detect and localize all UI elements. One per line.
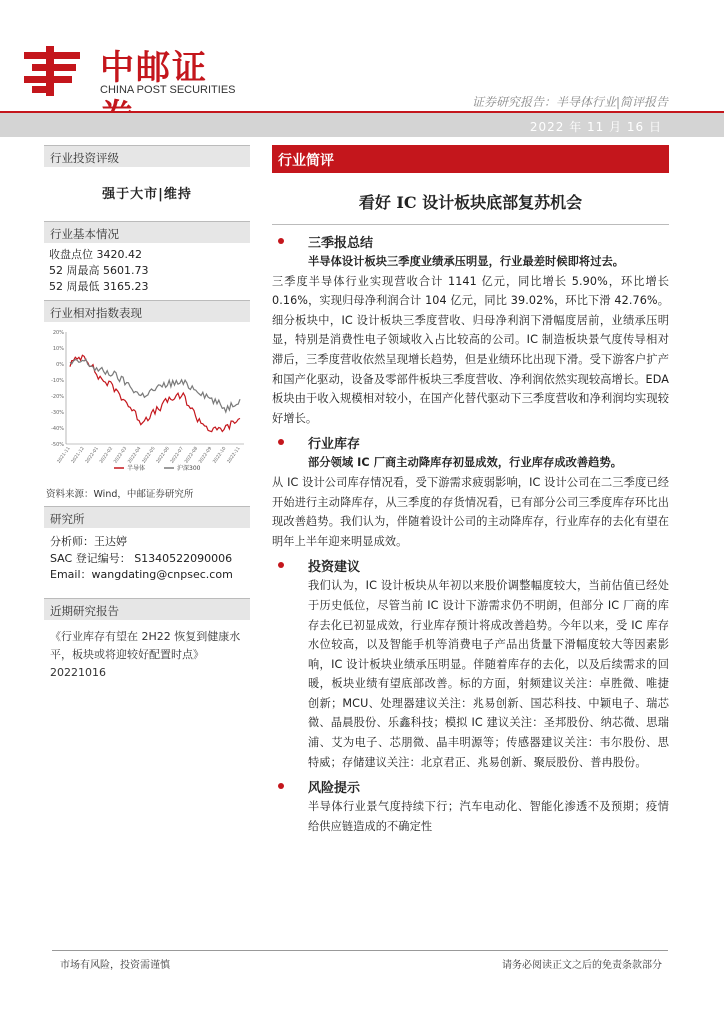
section-body: 我们认为，IC 设计板块从年初以来股价调整幅度较大，当前估值已经处于历史低位，尽管当前 IC 设计下游需求仍不明朗，但部分 IC 厂商的库存去化已初显成效，行业库存预计将成改善趋势。今年以来，受 IC 库存水位较高，以及智能手机等消费电子产品出货量下滑幅度较大等因素影响，IC 设计板块业绩承压明显。伴随着库存的去化，以及后续需求的回暖，板块业绩有望底部改善。标的方面，射频建议关注：卓胜微、唯捷创新；MCU、处理器建议关注：兆易创新、国芯科技、中颖电子、瑞芯微、晶晨股份、乐鑫科技；模拟 IC 建议关注：圣邦股份、纳芯微、思瑞浦、艾为电子、芯朋微、晶丰明源等；传感器建议关注：韦尔股份、思特威；存储建议关注：北京君正、兆易创新、聚辰股份、普冉股份。 [308, 579, 669, 769]
chart-x-tick: 2022-06 [155, 446, 171, 465]
analyst-name: 分析师：王达婷 [50, 535, 127, 548]
chart-y-tick: -20% [51, 394, 64, 400]
relative-index-chart [44, 326, 250, 476]
chart-legend-label: 沪深300 [177, 465, 201, 472]
section-title: 风险提示 [308, 780, 361, 796]
bullet-icon [278, 562, 284, 568]
rating-header: 行业投资评级 [44, 145, 250, 167]
section-body: 半导体行业景气度持续下行；汽车电动化、智能化渗透不及预期；疫情给供应链造成的不确定性 [308, 800, 669, 833]
chart-y-tick: 20% [52, 330, 64, 336]
section-title: 行业库存 [308, 436, 361, 452]
stat-52w-low: 52 周最低 3165.23 [49, 280, 149, 293]
section-risk [272, 775, 669, 836]
report-type: 证券研究报告：半导体行业|简评报告 [471, 95, 668, 109]
logo-chinese-name: 中邮证 [100, 48, 208, 88]
section-inventory [272, 431, 669, 551]
chart-x-tick: 2022-01 [85, 446, 100, 465]
chart-x-tick: 2021-11 [56, 446, 72, 465]
report-title: 看好 IC 设计板块底部复苏机会 [358, 193, 583, 212]
section-lead: 部分领域 IC 厂商主动降库存初显成效，行业库存成改善趋势。 [308, 456, 623, 470]
chart-x-tick: 2022-05 [141, 446, 157, 465]
chart-y-tick: -30% [51, 410, 64, 416]
chart-y-tick: 10% [52, 346, 64, 352]
section-body: 三季度半导体行业实现营收合计 1141 亿元，同比增长 5.90%，环比增长 0.16%，实现归母净利润合计 104 亿元，同比 39.02%，环比下滑 42.76%。细分板块中，IC 设计板块三季度营收、归母净利润下滑幅度居前，业绩承压明显，特别是消费性电子领域收入占比较高的公司。IC 制造板块景气度传导相对滞后，三季度营收依然呈现增长趋势，但是业绩环比出现下滑。受下游客户扩产和国产化驱动，设备及零部件板块三季度营收、净利润依然实现较高增长。EDA 板块由于收入规模相对较小，在国产化替代驱动下三季度营收和净利润均实现较好增长。 [272, 274, 669, 425]
footer-notice: 请务必阅读正文之后的免责条款部分 [502, 960, 662, 971]
chart-x-tick: 2022-03 [113, 446, 129, 465]
stat-52w-high: 52 周最高 5601.73 [49, 264, 149, 277]
recent-reports-header: 近期研究报告 [44, 598, 250, 620]
chart-series-line [70, 355, 240, 431]
basic-info-header: 行业基本情况 [44, 221, 250, 243]
recent-report-title[interactable]: 《行业库存有望在 2H22 恢复到健康水平，板块或将迎较好配置时点》 [50, 629, 241, 661]
report-tag: 行业简评 [272, 145, 669, 173]
chart-x-tick: 2022-04 [127, 446, 143, 465]
chart-svg [44, 326, 250, 476]
analyst-email[interactable]: Email：wangdating@cnpsec.com [50, 568, 233, 581]
chart-source: 资料来源：Wind，中邮证券研究所 [46, 489, 194, 500]
chart-x-tick: 2021-12 [70, 446, 86, 465]
chart-y-tick: -40% [51, 426, 64, 432]
performance-header: 行业相对指数表现 [44, 300, 250, 322]
chart-x-tick: 2022-11 [226, 446, 242, 465]
company-logo [22, 40, 242, 100]
chart-series-line [70, 359, 240, 412]
research-header: 研究所 [44, 506, 250, 528]
bullet-icon [278, 783, 284, 789]
bullet-icon [278, 439, 284, 445]
footer-divider [52, 950, 668, 951]
recent-report-date: 20221016 [50, 665, 106, 679]
chart-x-tick: 2022-08 [184, 446, 200, 465]
title-divider [272, 224, 669, 225]
industry-rating: 强于大市|维持 [102, 187, 192, 202]
stat-close: 收盘点位 3420.42 [49, 248, 142, 261]
chart-y-tick: -50% [51, 442, 64, 448]
section-investment-advice [272, 554, 669, 772]
chart-x-tick: 2022-07 [170, 446, 185, 465]
china-post-logo-icon [22, 46, 82, 96]
sidebar [44, 145, 250, 682]
chart-y-tick: 0% [56, 362, 64, 368]
section-q3-summary [272, 230, 669, 428]
section-title: 三季报总结 [308, 235, 374, 251]
section-title: 投资建议 [308, 559, 361, 575]
section-body: 从 IC 设计公司库存情况看，受下游需求疲弱影响，IC 设计公司在二三季度已经开始进行主动降库存，从三季度的存货情况看，已有部分公司三季度库存环比出现改善趋势。我们认为，伴随着设计公司的主动降库存，行业库存的去化有望在明年上半年迎来明显成效。 [272, 475, 669, 548]
chart-x-tick: 2022-02 [99, 446, 115, 465]
logo-english-name: CHINA POST SECURITIES [100, 84, 236, 96]
chart-x-tick: 2022-09 [198, 446, 214, 465]
chart-legend-label: 半导体 [127, 465, 146, 472]
sac-number: SAC 登记编号： S1340522090006 [50, 551, 233, 565]
bullet-icon [278, 238, 284, 244]
footer-disclaimer: 市场有风险，投资需谨慎 [60, 960, 170, 971]
report-date: 2022 年 11 月 16 日 [529, 120, 662, 134]
main-content [272, 145, 669, 836]
chart-y-tick: -10% [51, 378, 64, 384]
section-lead: 半导体设计板块三季度业绩承压明显，行业最差时候即将过去。 [308, 255, 625, 268]
chart-x-tick: 2022-10 [212, 446, 228, 465]
